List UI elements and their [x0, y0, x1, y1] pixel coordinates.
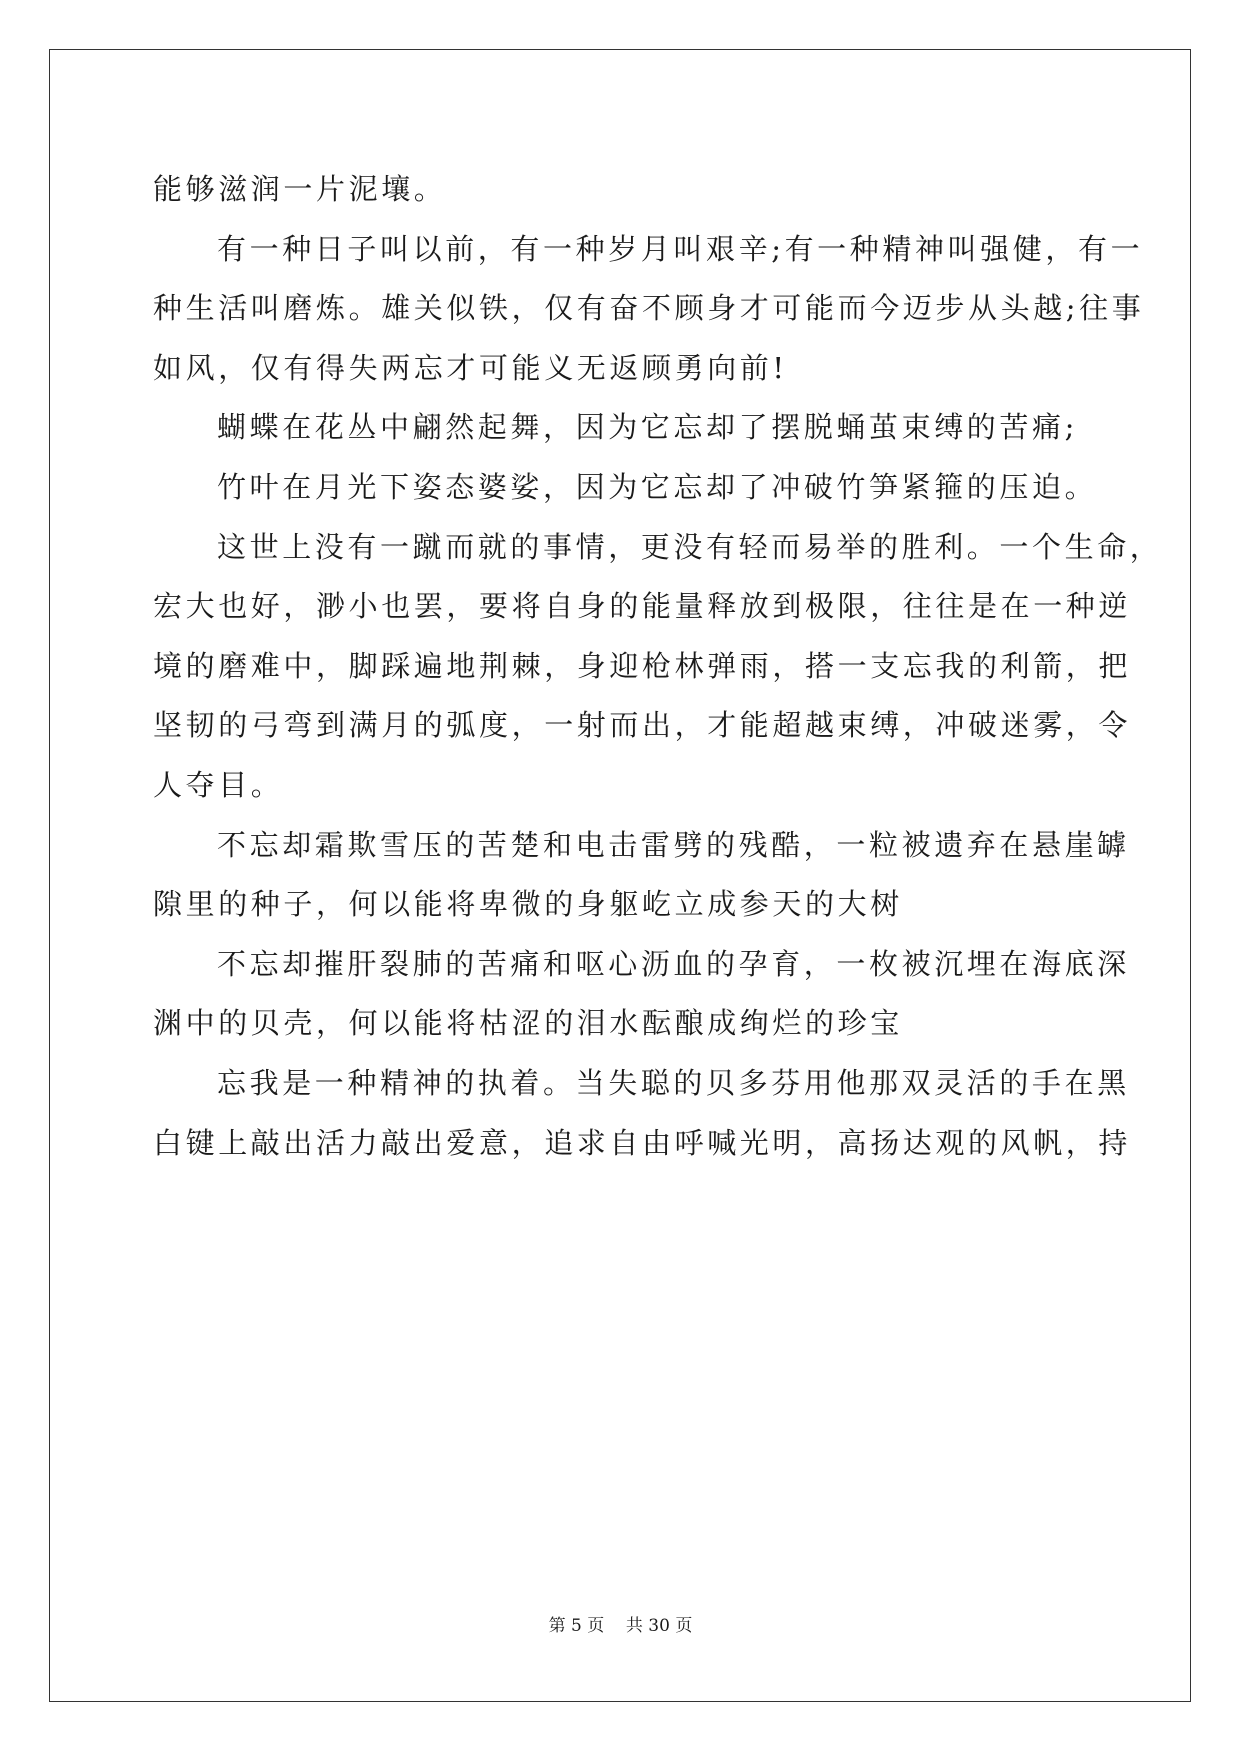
text-line: 渊中的贝壳，何以能将枯涩的泪水酝酿成绚烂的珍宝: [153, 1006, 903, 1041]
text-line: 竹叶在月光下姿态婆娑，因为它忘却了冲破竹笋紧箍的压迫。: [217, 469, 1098, 504]
text-line: 隙里的种子，何以能将卑微的身躯屹立成参天的大树: [153, 887, 903, 922]
text-line: 不忘却摧肝裂肺的苦痛和呕心沥血的孕育，一枚被沉埋在海底深: [217, 946, 1130, 981]
text-line: 忘我是一种精神的执着。当失聪的贝多芬用他那双灵活的手在黑: [217, 1065, 1130, 1100]
text-line: 宏大也好，渺小也罢，要将自身的能量释放到极限，往往是在一种逆: [153, 589, 1132, 624]
text-line: 能够滋润一片泥壤。: [153, 172, 447, 206]
text-line: 坚韧的弓弯到满月的弧度，一射而出，才能超越束缚，冲破迷雾，令: [153, 708, 1132, 743]
text-line: 境的磨难中，脚踩遍地荆棘，身迎枪林弹雨，搭一支忘我的利箭，把: [153, 648, 1132, 683]
text-line: 有一种日子叫以前，有一种岁月叫艰辛;有一种精神叫强健，有一: [217, 231, 1144, 266]
document-body: [153, 160, 1163, 1173]
text-line: 这世上没有一蹴而就的事情，更没有轻而易举的胜利。一个生命，: [217, 529, 1163, 564]
text-line: 蝴蝶在花丛中翩然起舞，因为它忘却了摆脱蛹茧束缚的苦痛;: [217, 410, 1078, 445]
text-line: 如风，仅有得失两忘才可能义无返顾勇向前!: [153, 350, 788, 385]
text-line: 不忘却霜欺雪压的苦楚和电击雷劈的残酷，一粒被遗弃在悬崖罅: [217, 827, 1130, 862]
text-line: 种生活叫磨炼。雄关似铁，仅有奋不顾身才可能而今迈步从头越;往事: [153, 291, 1145, 326]
page-number-footer: 第 5 页 共 30 页: [548, 1616, 693, 1636]
text-line: 人夺目。: [153, 767, 284, 802]
text-line: 白键上敲出活力敲出爱意，追求自由呼喊光明，高扬达观的风帆，持: [153, 1125, 1132, 1160]
